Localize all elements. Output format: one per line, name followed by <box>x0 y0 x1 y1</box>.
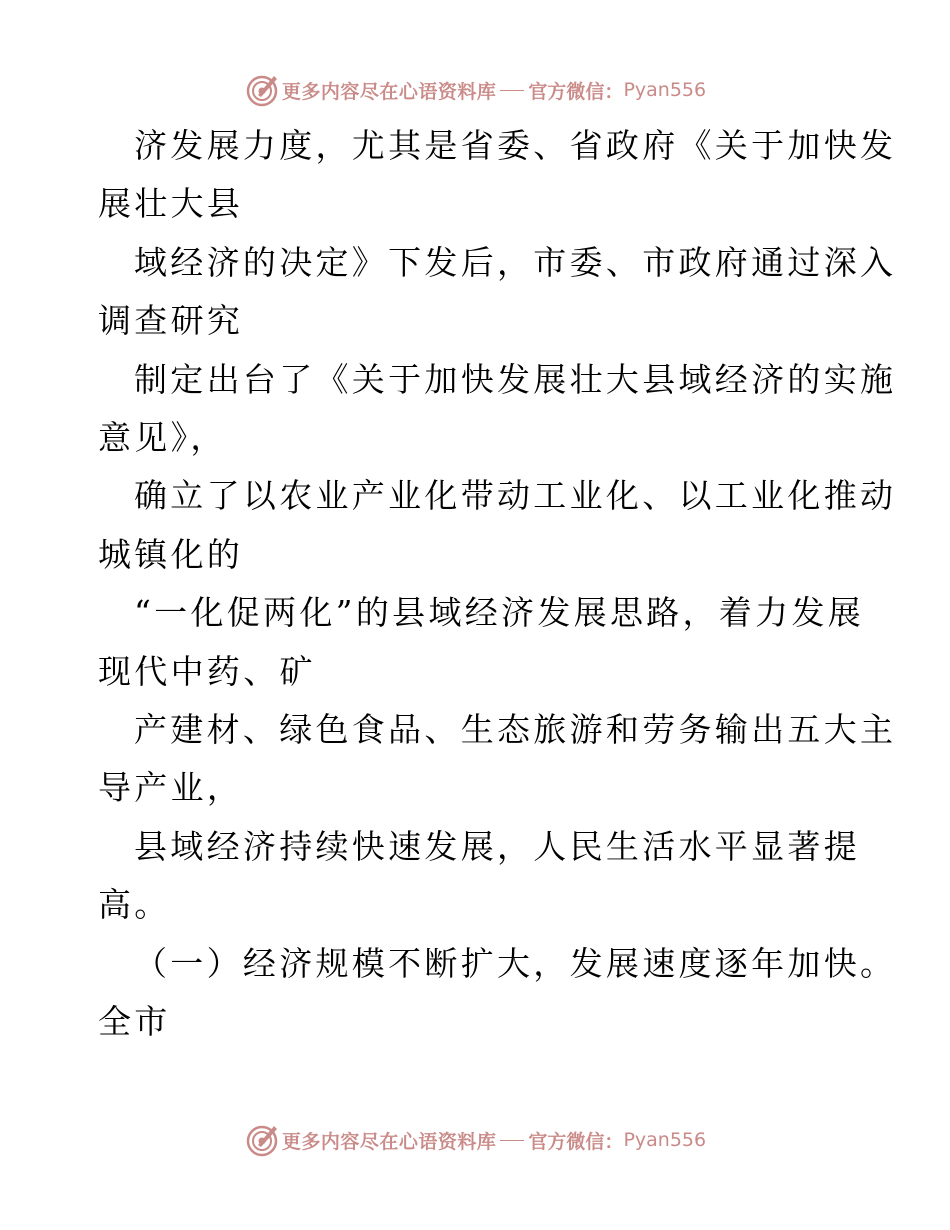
text-line: “一化促两化”的县域经济发展思路，着力发展 <box>134 593 865 632</box>
text-line: 高。 <box>98 885 171 924</box>
header-watermark <box>0 70 950 110</box>
quill-logo-icon <box>244 1122 280 1158</box>
text-line: 意见》， <box>98 418 227 457</box>
text-line: 确立了以农业产业化带动工业化、以工业化推动 <box>134 476 897 515</box>
text-line: 城镇化的 <box>98 535 244 574</box>
text-line: 制定出台了《关于加快发展壮大县域经济的实施 <box>134 360 897 399</box>
text-line: 调查研究 <box>98 301 244 340</box>
watermark-id: Pyan556 <box>623 1129 707 1151</box>
text-line: 展壮大县 <box>98 184 244 223</box>
footer-watermark <box>0 1120 950 1160</box>
text-line: 导产业， <box>98 768 244 807</box>
watermark-wechat: 官方微信： <box>528 80 624 103</box>
watermark-wechat: 官方微信： <box>528 1130 624 1153</box>
watermark-dash <box>500 90 524 91</box>
watermark-text: 更多内容尽在心语资料库 <box>281 1130 497 1153</box>
text-line: 济发展力度，尤其是省委、省政府《关于加快发 <box>134 126 897 165</box>
watermark-text: 更多内容尽在心语资料库 <box>281 80 497 103</box>
text-line: 县域经济持续快速发展，人民生活水平显著提 <box>134 827 860 866</box>
text-line: 现代中药、矿 <box>98 652 316 691</box>
text-line: 产建材、绿色食品、生态旅游和劳务输出五大主 <box>134 710 897 749</box>
text-line: 全市 <box>98 1002 171 1041</box>
watermark-id: Pyan556 <box>623 79 707 101</box>
text-line: （一）经济规模不断扩大，发展速度逐年加快。 <box>134 944 897 983</box>
text-line: 域经济的决定》下发后，市委、市政府通过深入 <box>134 243 897 282</box>
quill-logo-icon <box>244 72 280 108</box>
watermark-dash <box>500 1140 524 1141</box>
